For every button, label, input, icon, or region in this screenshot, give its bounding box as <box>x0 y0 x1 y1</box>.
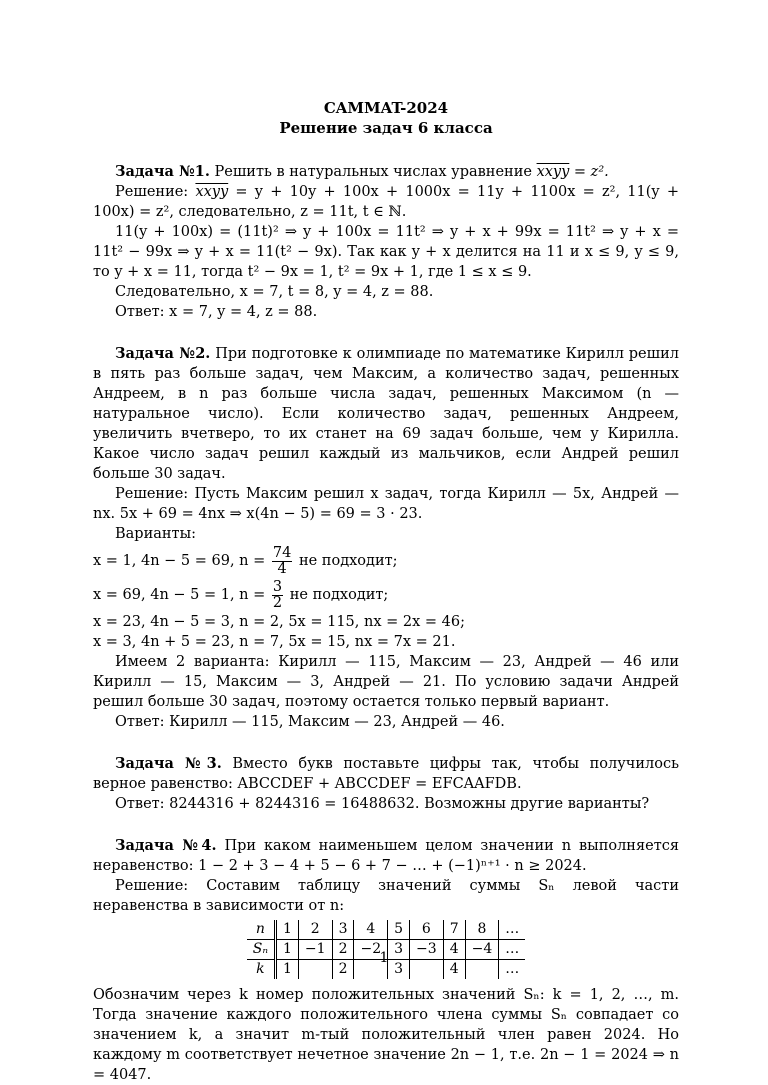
variant-2-tail: не подходит; <box>285 587 389 603</box>
solution-label: Решение: <box>115 184 196 200</box>
problem-1 <box>93 162 679 322</box>
problem-4-solution: Решение: Составим таблицу значений суммы Sₙ левой части неравенства в зависимости от n: <box>93 878 679 914</box>
fraction-numerator: 3 <box>272 578 283 595</box>
document-subtitle: Решение задач 6 класса <box>279 119 493 137</box>
problem-2-statement <box>93 344 679 484</box>
overlined-xxyy-2: xxyy <box>195 184 229 200</box>
variant-3: x = 23, 4n − 5 = 3, n = 2, 5x = 115, nx = 2x = 46; <box>93 614 465 630</box>
problem-2-answer: Ответ: Кирилл — 115, Максим — 23, Андрей — 46. <box>115 714 505 730</box>
problem-1-text: Решить в натуральных числах уравнение <box>209 164 537 180</box>
variant-4: x = 3, 4n + 5 = 23, n = 7, 5x = 15, nx = 7x = 21. <box>93 634 456 650</box>
table-cell: 4 <box>443 960 465 980</box>
table-cell: … <box>499 920 526 940</box>
table-cell: 6 <box>410 920 444 940</box>
table-cell: 4 <box>354 920 388 940</box>
table-cell: n <box>247 920 276 940</box>
table-cell: −4 <box>465 940 499 960</box>
fraction-3-2 <box>272 580 283 611</box>
table-cell: 7 <box>443 920 465 940</box>
table-cell: 1 <box>276 960 299 980</box>
problem-1-derivation: 11(y + 100x) = (11t)² ⇒ y + 100x = 11t² ⇒ y + x + 99x = 11t² ⇒ y + x = 11t² − 99x ⇒ y + x = 11(t² − 9x). Так как y + x делится на 11 и x ≤ 9, y ≤ 9, то y + x = 11, тогда t² − 9x = 1, t² = 9x + 1, где 1 ≤ x ≤ 9. <box>93 224 679 280</box>
fraction-denominator: 4 <box>277 560 287 577</box>
table-cell: 2 <box>332 960 354 980</box>
document-page <box>93 98 679 1085</box>
problem-1-equation: = z². <box>569 164 609 180</box>
table-cell: 2 <box>332 940 354 960</box>
problem-3-text: Вместо букв поставьте цифры так, чтобы получилось верное равенство: ABCCDEF + ABCCDEF = EFCAAFDB. <box>93 756 679 792</box>
fraction-denominator: 2 <box>272 594 283 611</box>
variant-2-text: x = 69, 4n − 5 = 1, n = <box>93 587 270 603</box>
variant-1-text: x = 1, 4n − 5 = 69, n = <box>93 553 270 569</box>
problem-1-statement <box>93 162 679 182</box>
overlined-xxyy: xxyy <box>536 164 570 180</box>
problem-2-conclusion: Имеем 2 варианта: Кирилл — 115, Максим — 23, Андрей — 46 или Кирилл — 15, Максим — 3, Андрей — 21. По условию задачи Андрей решил больше 30 задач, поэтому остается только первый вариант. <box>93 654 679 710</box>
table-cell: Sₙ <box>247 940 276 960</box>
problem-1-answer: Ответ: x = 7, y = 4, z = 88. <box>115 304 318 320</box>
table-cell: 2 <box>298 920 332 940</box>
table-cell: 8 <box>465 920 499 940</box>
problem-4-conclusion: Обозначим через k номер положительных значений Sₙ: k = 1, 2, …, m. Тогда значение каждого положительного члена суммы Sₙ совпадает со значением k, а значит m-тый положительный член равен 2024. Но каждому m соответствует нечетное значение 2n − 1, т.е. 2n − 1 = 2024 ⇒ n = 4047. <box>93 987 679 1083</box>
fraction-74-4 <box>272 546 292 577</box>
table-cell: k <box>247 960 276 980</box>
table-row-n <box>247 920 526 940</box>
table-cell: … <box>505 961 520 977</box>
table-cell: 3 <box>388 940 410 960</box>
problem-2-solution: Решение: Пусть Максим решил x задач, тогда Кирилл — 5x, Андрей — nx. 5x + 69 = 4nx ⇒ x(4n − 5) = 69 = 3 · 23. <box>93 486 679 522</box>
problem-4-label: Задача №4. <box>115 837 217 854</box>
problem-4-statement <box>93 836 679 876</box>
table-cell: 3 <box>388 960 410 980</box>
problem-1-solution <box>93 182 679 222</box>
variant-1 <box>93 544 679 578</box>
problem-1-conclusion: Следовательно, x = 7, t = 8, y = 4, z = 88. <box>115 284 434 300</box>
problem-2 <box>93 344 679 732</box>
problem-3-label: Задача №3. <box>115 755 222 772</box>
solution-text: = y + 10y + 100x + 1000x = 11y + 1100x = z², 11(y + 100x) = z², следовательно, z = 11t, t ∈ ℕ. <box>93 184 679 220</box>
table-cell: 3 <box>332 920 354 940</box>
document-title: CAMMAT-2024 <box>323 99 449 117</box>
problem-2-text: При подготовке к олимпиаде по математике Кирилл решил в пять раз больше задач, чем Максим, а количество задач, решенных Андреем, в n раз больше числа задач, решенных Максимом (n — натуральное число). Если количество задач, решенных Андреем, увеличить вчетверо, то их станет на 69 задач больше, чем у Кирилла. Какое число задач решил каждый из мальчиков, если Андрей решил больше 30 задач. <box>93 346 679 482</box>
variant-1-tail: не подходит; <box>294 553 398 569</box>
table-cell: −2 <box>354 940 388 960</box>
fraction-numerator: 74 <box>272 544 292 561</box>
table-cell: … <box>499 940 526 960</box>
page-number: 1 <box>379 950 389 966</box>
table-cell: 1 <box>276 940 299 960</box>
table-cell: 5 <box>388 920 410 940</box>
problem-3-answer: Ответ: 8244316 + 8244316 = 16488632. Возможны другие варианты? <box>115 796 650 812</box>
problem-2-variants-label: Варианты: <box>115 526 197 542</box>
problem-1-label: Задача №1. <box>115 163 210 180</box>
table-cell: −3 <box>410 940 444 960</box>
problem-3-statement <box>93 754 679 794</box>
problem-2-label: Задача №2. <box>115 345 211 362</box>
table-cell: 1 <box>276 920 299 940</box>
problem-3 <box>93 754 679 814</box>
problem-4-text: При каком наименьшем целом значении n выполняется неравенство: 1 − 2 + 3 − 4 + 5 − 6 + 7 − … + (−1)ⁿ⁺¹ · n ≥ 2024. <box>93 838 679 874</box>
table-cell: −1 <box>298 940 332 960</box>
variant-2 <box>93 578 679 612</box>
table-cell: 4 <box>443 940 465 960</box>
